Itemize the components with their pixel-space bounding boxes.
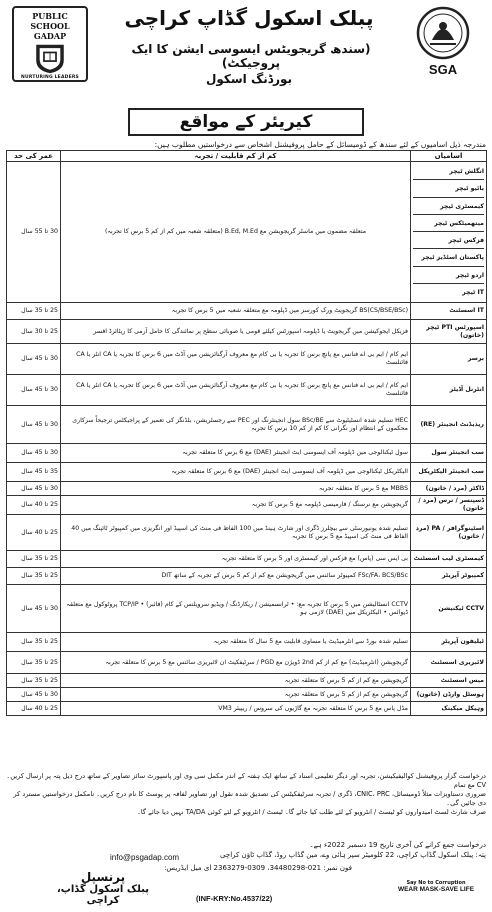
age-cell: 30 تا 45 سال [7,444,61,463]
qualification-cell: سول ٹیکنالوجی میں ڈپلومہ آف ایسوسی ایٹ انجینئر (DAE) مع 6 برس کا متعلقہ تجربہ [61,444,411,463]
logo-motto: NURTURING LEADERS [21,75,79,80]
qualification-cell: تسلیم شدہ بورڈ سے انٹرمیڈیٹ یا مساوی قابلیت مع 5 سال کا متعلقہ تجربہ [61,633,411,652]
teacher-qualification: متعلقہ مضمون میں ماسٹر گریجویشن مع B.Ed, M.Ed (متعلقہ شعبہ میں کم از کم 5 برس کا تجربہ) [61,162,411,303]
instruction-line: صرف شارٹ لسٹ امیدواروں کو ٹیسٹ / انٹرویو کے لئے طلب کیا جائے گا۔ ٹیسٹ / انٹرویو کے لئے کوئی TA/DA نہیں دیا جائے گا۔ [137,808,486,816]
qualification-cell: الیکٹریکل ٹیکنالوجی میں ڈپلومہ آف ایسوسی ایٹ انجینئر (DAE) مع 6 برس کا متعلقہ تجربہ [61,463,411,482]
qualification-cell: گریجویشن (انٹرمیڈیٹ) مع کم از کم 2nd ڈویژن مع PGD / سرٹیفکیٹ ان لائبریری سائنس مع 5 برس کا متعلقہ تجربہ [61,652,411,674]
table-row [7,688,487,702]
seal-icon [416,6,470,60]
instruction-line: ضروری دستاویزات مثلاً ڈومیسائل، CNIC، PRC، ڈگری / تجربہ سرٹیفکیٹس کی تصدیق شدہ نقول اور تصاویر لفافہ پر پوسٹ کا نام درج کریں۔ نامکمل درخواستیں مسترد کر دی جائیں گی۔ [13,790,486,807]
teacher-posts-cell [411,162,487,303]
age-cell: 30 تا 45 سال [7,585,61,633]
age-cell: 25 تا 40 سال [7,702,61,716]
qualification-cell: ایم کام / ایم بی اے فنانس مع پانچ برس کا تجربہ یا بی کام مع معروف آرگنائزیشن میں آڈٹ میں 6 برس کا تجربہ یا CA انٹر یا CA فائنلسٹ [61,375,411,406]
phone-text: فون نمبر: 021-34480298، 0309-2363279 ای میل ایڈریس: [164,864,352,872]
qualification-cell: BS(CS/BSE/BSc) گریجویٹ ورک کورسز میں ڈپلومہ مع متعلقہ شعبہ میں 5 برس کا تجربہ [61,303,411,320]
qualification-cell: مڈل پاس مع 5 برس کا متعلقہ تجربہ مع گاڑیوں کی سروس / ریپیئر VM3 [61,702,411,716]
post-cell: ڈاکٹر (مرد / خاتون) [411,482,487,496]
table-row [7,652,487,674]
careers-banner: کیریئر کے مواقع [128,108,364,136]
post-cell: میس اسسٹنٹ [411,674,487,688]
qualification-cell: CCTV انسٹالیشن میں 5 برس کا تجربہ مع: • ٹرانسمیشن / ریکارڈنگ / ویڈیو سرویلنس کے کام (فائبر) • TCP/IP پروٹوکول مع متعلقہ ڈیوائس • الیکٹریکل میں (DAE) لازمی ہو [61,585,411,633]
qualification-cell: گریجویشن مع نرسنگ / فارمیسی ڈپلومہ مع 5 برس کا تجربہ [61,496,411,515]
table-row [7,463,487,482]
qualification-cell: HEC تسلیم شدہ انسٹیٹیوٹ سے BSc/BE سول انجینئرنگ اور PEC سے رجسٹریشن، بلڈنگز کی تعمیر کے پراجیکٹس ترجیحاً سرکاری محکموں کے انتظام اور نگرانی کا کم از کم 10 برس کا تجربہ [61,406,411,444]
age-cell: 30 تا 45 سال [7,482,61,496]
table-row [7,303,487,320]
post-cell: اسٹینوگرافر / PA (مرد / خاتون) [411,515,487,551]
address-text: پتہ: پبلک اسکول گڈاپ کراچی، 22 کلومیٹر سپر ہائی وے، مین گڈاپ روڈ، گڈاپ ٹاؤن کراچی [220,851,486,859]
qualification-cell: گریجویشن مع کم از کم 5 برس کا متعلقہ تجربہ [61,688,411,702]
teacher-age: 30 تا 55 سال [7,162,61,303]
header-posts: اسامیاں [411,151,487,162]
post-cell: ریذیڈنٹ انجینئر (RE) [411,406,487,444]
post-cell: وہیکل میکینک [411,702,487,716]
jobs-table [6,150,487,716]
instruction-line: درخواست گزار پروفیشنل کوالیفیکیشن، تجربہ اور دیگر تعلیمی اسناد کے ساتھ ایک ہفتہ کے اندر مکمل سی وی اور پاسپورٹ سائز تصاویر کے ساتھ درج ذیل پتہ پر ارسال کریں۔ CV مع تمام [6,772,486,789]
table-row [7,375,487,406]
page-subtitle-2: بورڈنگ اسکول [205,72,293,86]
post-cell: ہوسٹل وارڈن (خاتون) [411,688,487,702]
age-cell: 25 تا 35 سال [7,551,61,568]
age-cell: 25 تا 40 سال [7,515,61,551]
post-name: کیمسٹری ٹیچر [413,198,484,215]
slogan-block [386,880,486,893]
post-cell: ٹیلیفون آپریٹر [411,633,487,652]
age-cell: 30 تا 45 سال [7,406,61,444]
age-cell: 25 تا 40 سال [7,496,61,515]
shield-icon [30,43,70,74]
principal-title: پرنسپل [80,870,126,884]
table-row [7,551,487,568]
qualification-cell: فزیکل ایجوکیشن میں گریجویٹ یا ڈپلومہ اسپورٹس کیلئے قومی یا صوبائی سطح پر نمائندگی کا حامل آرمی کا ریٹائرڈ افسر [61,320,411,344]
post-cell: سب انجینئر سول [411,444,487,463]
post-cell: CCTV ٹیکنیشن [411,585,487,633]
post-name: انگلش ٹیچر [413,163,484,180]
table-row [7,568,487,585]
age-cell: 30 تا 45 سال [7,344,61,375]
table-row [7,344,487,375]
table-row [7,585,487,633]
qualification-cell: ایم کام / ایم بی اے فنانس مع پانچ برس کا تجربہ یا بی کام مع معروف آرگنائزیشن میں آڈٹ میں 6 برس کا تجربہ یا CA انٹر یا CA فائنلسٹ [61,344,411,375]
school-logo [12,6,88,82]
table-row [7,515,487,551]
intro-text: مندرجہ ذیل اسامیوں کے لئے سندھ کے ڈومیسائل کے حامل پروفیشنل اشخاص سے درخواستیں مطلوب ہیں: [154,140,486,149]
post-name: فزکس ٹیچر [413,232,484,249]
header [6,4,486,104]
sga-label: SGA [428,62,458,77]
age-cell: 30 تا 45 سال [7,375,61,406]
post-cell: برسر [411,344,487,375]
header-age: عمر کی حد [7,151,61,162]
qualification-cell: گریجویشن مع کم از کم 5 برس کا متعلقہ تجربہ [61,674,411,688]
post-cell: IT اسسٹنٹ [411,303,487,320]
qualification-cell: MBBS مع 5 برس کا متعلقہ تجربہ [61,482,411,496]
post-cell: سب انجینئر الیکٹریکل [411,463,487,482]
principal-org: پبلک اسکول گڈاپ، کراچی [56,884,149,906]
post-cell: کیمسٹری لیب اسسٹنٹ [411,551,487,568]
post-cell: کمپیوٹر آپریٹر [411,568,487,585]
page-title: پبلک اسکول گڈاپ کراچی [124,6,374,30]
deadline-text: درخواست جمع کرانے کی آخری تاریخ 19 دسمبر 2022ء ہے۔ [309,841,486,849]
age-cell: 25 تا 35 سال [7,568,61,585]
age-cell: 25 تا 35 سال [7,674,61,688]
table-row [7,320,487,344]
post-cell: ڈسپنسر / نرس (مرد / خاتون) [411,496,487,515]
logo-line1: PUBLIC SCHOOL [30,11,70,31]
post-cell: انٹرنل آڈیٹر [411,375,487,406]
post-cell: لائبریری اسسٹنٹ [411,652,487,674]
table-row [7,482,487,496]
post-name: بائیو ٹیچر [413,180,484,197]
slogan-line1: Say No to Corruption [406,880,466,886]
table-row [7,406,487,444]
age-cell: 25 تا 30 سال [7,320,61,344]
qualification-cell: FSc/FA، BCS/BSc کمپیوٹر سائنس میں گریجویشن مع کم از کم 5 برس کے تجربہ کے ساتھ DIT [61,568,411,585]
table-row [7,162,487,303]
slogan-line2: WEAR MASK-SAVE LIFE [397,886,475,893]
table-row [7,674,487,688]
post-cell: اسپورٹس PTI ٹیچر (خاتون) [411,320,487,344]
logo-line2: GADAP [33,31,67,41]
post-name: میتھمیٹکس ٹیچر [413,215,484,232]
email-link[interactable]: info@psgadap.com [110,853,180,862]
post-name: اردو ٹیچر [413,267,484,284]
qualification-cell: تسلیم شدہ یونیورسٹی سے بیچلرز ڈگری اور شارٹ ہینڈ میں 100 الفاظ فی منٹ کی اسپیڈ اور انگریزی میں کمپیوٹر ٹائپنگ میں 40 الفاظ فی منٹ کی اسپیڈ مع 5 برس کا تجربہ [61,515,411,551]
post-name: IT ٹیچر [462,289,484,297]
age-cell: 25 تا 35 سال [7,633,61,652]
table-row [7,633,487,652]
table-row [7,702,487,716]
age-cell: 30 تا 45 سال [7,688,61,702]
age-cell: 25 تا 35 سال [7,652,61,674]
instructions [6,772,486,817]
signature-block [48,870,158,906]
age-cell: 25 تا 35 سال [7,303,61,320]
reference-number: (INF-KRY:No.4537/22) [196,894,273,903]
age-cell: 35 تا 45 سال [7,463,61,482]
page-subtitle: (سندھ گریجویٹس ایسوسی ایشن کا ایک پروجیکٹ) [131,42,371,70]
header-qualification: کم از کم قابلیت / تجربہ [61,151,411,162]
post-name: پاکستان اسٹڈیز ٹیچر [413,249,484,266]
sga-logo [408,6,478,90]
table-row [7,444,487,463]
table-row [7,496,487,515]
qualification-cell: بی ایس سی (پاس) مع فزکس اور کیمسٹری اور 5 برس کا متعلقہ تجربہ [61,551,411,568]
table-header-row [7,151,487,162]
